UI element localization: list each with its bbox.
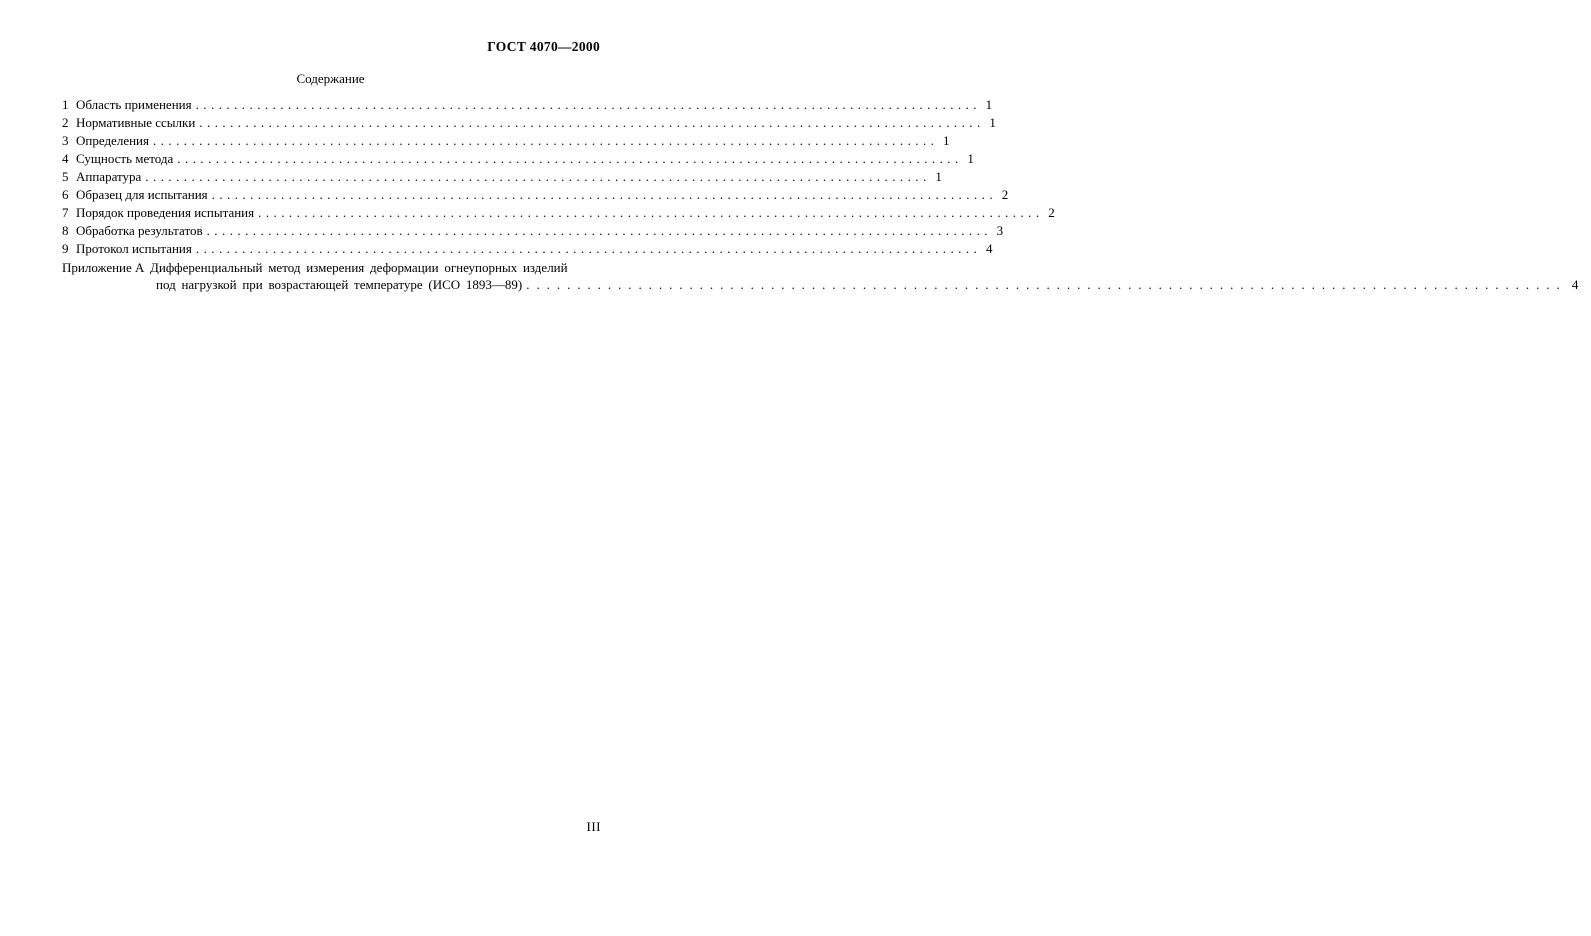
toc-entry-title: Нормативные ссылки — [76, 115, 196, 130]
toc-entry-number: 4 — [62, 151, 69, 166]
footer-page-number: III — [586, 819, 601, 834]
toc-entry-page: 2 — [1001, 187, 1009, 202]
appendix-title-line1: Дифференциальный метод измерения деформации огнеупорных изделий — [150, 259, 568, 275]
toc-entry-page: 1 — [943, 133, 950, 148]
toc-entry-title: Определения — [76, 133, 149, 148]
toc-appendix-entry — [62, 259, 1579, 294]
page-title: Содержание — [296, 71, 365, 86]
dot-leader — [153, 132, 935, 150]
toc-entry-number: 5 — [62, 169, 69, 184]
toc-entry-number: 2 — [62, 115, 69, 130]
appendix-body — [150, 259, 1591, 294]
toc-entry-page: 1 — [935, 169, 942, 184]
toc-entry — [62, 186, 1009, 204]
toc-entry-title: Аппаратура — [76, 169, 142, 184]
toc-entry-number: 6 — [62, 187, 69, 202]
dot-leader — [212, 186, 994, 204]
toc-entry-page: 3 — [996, 223, 1004, 238]
dot-leader — [526, 276, 1560, 294]
toc-entry-number: 8 — [62, 223, 69, 238]
dot-leader — [199, 114, 981, 132]
toc-entry-number: 1 — [62, 97, 69, 112]
appendix-title-line2: под нагрузкой при возрастающей температуре (ИСО 1893—89) — [156, 277, 523, 292]
toc-entry — [62, 132, 950, 150]
toc-entry-page: 2 — [1048, 205, 1055, 220]
dot-leader — [258, 204, 1040, 222]
toc-entry — [62, 96, 993, 114]
toc-entry-page: 1 — [967, 151, 974, 166]
appendix-page: 4 — [1571, 277, 1579, 292]
dot-leader — [196, 96, 978, 114]
toc-entry — [62, 240, 993, 258]
dot-leader — [196, 240, 978, 258]
toc-entry — [62, 222, 1004, 240]
toc-entry-title: Обработка результатов — [76, 223, 203, 238]
document-header-standard-number: ГОСТ 4070—2000 — [487, 39, 600, 54]
toc-entry-title: Протокол испытания — [76, 241, 192, 256]
toc-entry — [62, 168, 942, 186]
toc-entry-number: 3 — [62, 133, 69, 148]
dot-leader — [145, 168, 927, 186]
toc-entry-title: Сущность метода — [76, 151, 174, 166]
dot-leader — [207, 222, 989, 240]
toc-entry — [62, 150, 974, 168]
toc-entry-title: Образец для испытания — [76, 187, 208, 202]
toc-entry-page: 1 — [985, 97, 993, 112]
appendix-title-line2-row — [150, 276, 1591, 294]
toc-entry-page: 4 — [985, 241, 993, 256]
dot-leader — [177, 150, 959, 168]
toc-entry-title: Область применения — [76, 97, 192, 112]
toc-entry-page: 1 — [989, 115, 996, 130]
toc-entry-number: 7 — [62, 205, 69, 220]
appendix-label: Приложение А — [62, 259, 145, 275]
toc-entry — [62, 114, 996, 132]
toc-entry-title: Порядок проведения испытания — [76, 205, 255, 220]
table-of-contents — [62, 96, 1579, 294]
toc-entry — [62, 204, 1055, 222]
toc-entry-number: 9 — [62, 241, 69, 256]
